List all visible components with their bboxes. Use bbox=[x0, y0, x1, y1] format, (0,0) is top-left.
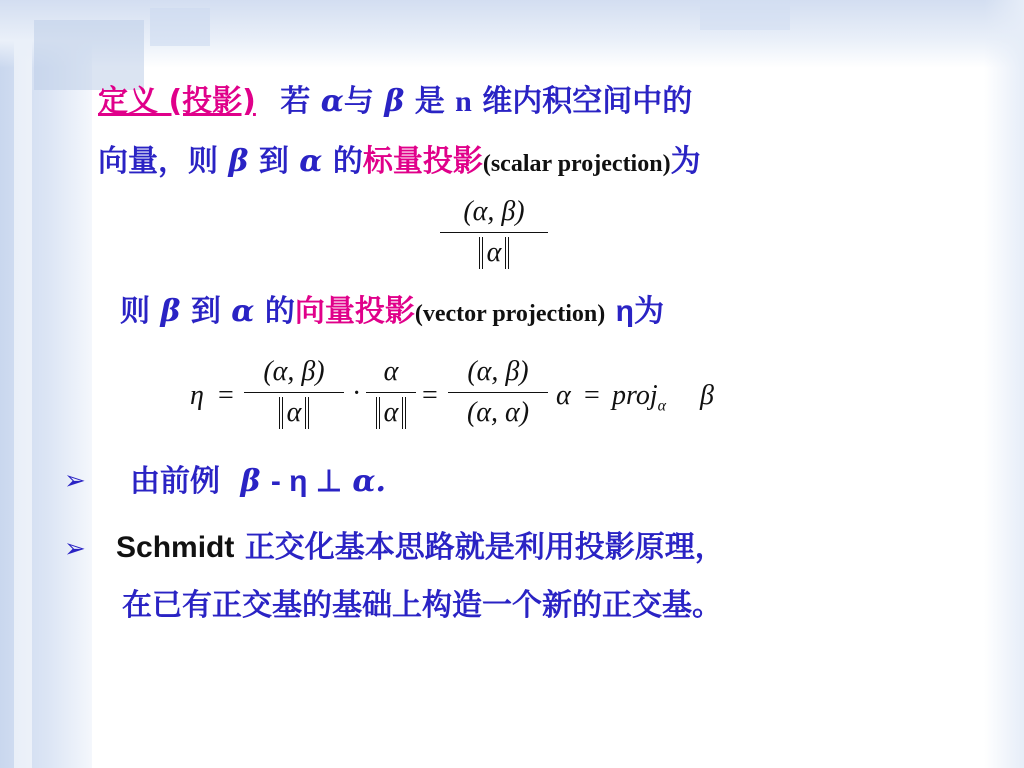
fraction-numerator: (α, β) bbox=[467, 356, 529, 387]
norm-alpha: α bbox=[479, 237, 510, 269]
proj-text: proj bbox=[612, 380, 658, 411]
norm-alpha: α bbox=[376, 397, 407, 429]
formula-denominator bbox=[440, 237, 548, 269]
fraction-denominator: (α, α) bbox=[466, 397, 530, 428]
scalar-projection-english: (scalar projection) bbox=[482, 151, 671, 177]
vector-projection-english: (vector projection) bbox=[414, 301, 606, 327]
equals-sign: = bbox=[422, 380, 438, 411]
text-segment: 若 bbox=[280, 84, 311, 119]
beta-symbol: β bbox=[240, 464, 261, 499]
bullet-arrow-icon: ➢ bbox=[64, 534, 86, 564]
fraction-denominator bbox=[244, 397, 344, 429]
text-segment: 为 bbox=[670, 144, 701, 179]
vector-projection-term: 向量投影 bbox=[294, 294, 415, 329]
text-segment: 正交化基本思路就是利用投影原理， bbox=[244, 530, 725, 565]
definition-line-2 bbox=[98, 144, 701, 182]
text-segment: 向量，则 bbox=[98, 144, 218, 179]
fraction-denominator bbox=[366, 397, 416, 429]
fraction-bar bbox=[440, 232, 548, 233]
bullet-item-2-continuation bbox=[122, 588, 722, 624]
bullet-item-2 bbox=[116, 530, 725, 566]
background-right-band bbox=[984, 0, 1024, 768]
eta-lhs: η bbox=[190, 380, 204, 411]
fraction-bar bbox=[366, 392, 416, 393]
text-segment: 则 bbox=[120, 294, 150, 329]
fraction-numerator: (α, β) bbox=[263, 356, 325, 387]
vector-projection-line bbox=[120, 294, 664, 332]
equals-sign: = bbox=[218, 380, 234, 411]
beta-symbol: β bbox=[160, 294, 181, 329]
schmidt-label: Schmidt bbox=[116, 531, 235, 564]
bullet-item-1 bbox=[130, 464, 386, 500]
fraction-bar bbox=[448, 392, 548, 393]
text-segment: 由前例 bbox=[130, 464, 220, 499]
definition-line-1 bbox=[98, 84, 692, 120]
bullet-arrow-icon: ➢ bbox=[64, 466, 86, 496]
text-segment: 在已有正交基的基础上构造一个新的正交基。 bbox=[122, 588, 722, 623]
text-segment: 是 bbox=[414, 84, 445, 119]
dot-operator: · bbox=[352, 378, 362, 409]
definition-label: 定义 (投影) bbox=[98, 84, 256, 119]
text-segment: 到 bbox=[190, 294, 221, 329]
proj-operator bbox=[612, 380, 666, 423]
fraction-2 bbox=[366, 356, 416, 429]
text-segment: 的 bbox=[332, 144, 363, 179]
norm-alpha: α bbox=[279, 397, 310, 429]
fraction-1 bbox=[244, 356, 344, 429]
formula-numerator: (α, β) bbox=[463, 196, 525, 227]
proj-subscript: α bbox=[657, 397, 667, 415]
eta-symbol: η bbox=[615, 295, 634, 328]
orthogonal-expression: - η ⊥ bbox=[270, 465, 342, 498]
scalar-projection-term: 标量投影 bbox=[362, 144, 483, 179]
fraction-bar bbox=[244, 392, 344, 393]
scalar-projection-formula bbox=[440, 196, 548, 269]
equals-sign: = bbox=[584, 380, 600, 411]
text-segment: 的 bbox=[264, 294, 295, 329]
fraction-numerator: α bbox=[383, 356, 399, 387]
background-block bbox=[150, 8, 210, 46]
beta-symbol: β bbox=[700, 380, 714, 411]
alpha-symbol: α bbox=[556, 380, 571, 411]
beta-symbol: β bbox=[228, 144, 249, 179]
text-segment: 与 bbox=[343, 84, 374, 119]
beta-symbol: β bbox=[384, 84, 405, 119]
background-block bbox=[700, 0, 790, 30]
text-segment: 到 bbox=[258, 144, 289, 179]
background-block bbox=[34, 20, 144, 90]
fraction-3 bbox=[448, 356, 548, 429]
n-symbol: n bbox=[455, 85, 472, 118]
alpha-symbol: α bbox=[320, 84, 344, 119]
text-segment: 为 bbox=[633, 294, 664, 329]
text-segment: 维内积空间中的 bbox=[482, 84, 693, 119]
alpha-symbol: α bbox=[231, 294, 255, 329]
background-stripe bbox=[14, 0, 32, 768]
alpha-symbol: α. bbox=[352, 464, 386, 499]
alpha-symbol: α bbox=[299, 144, 323, 179]
